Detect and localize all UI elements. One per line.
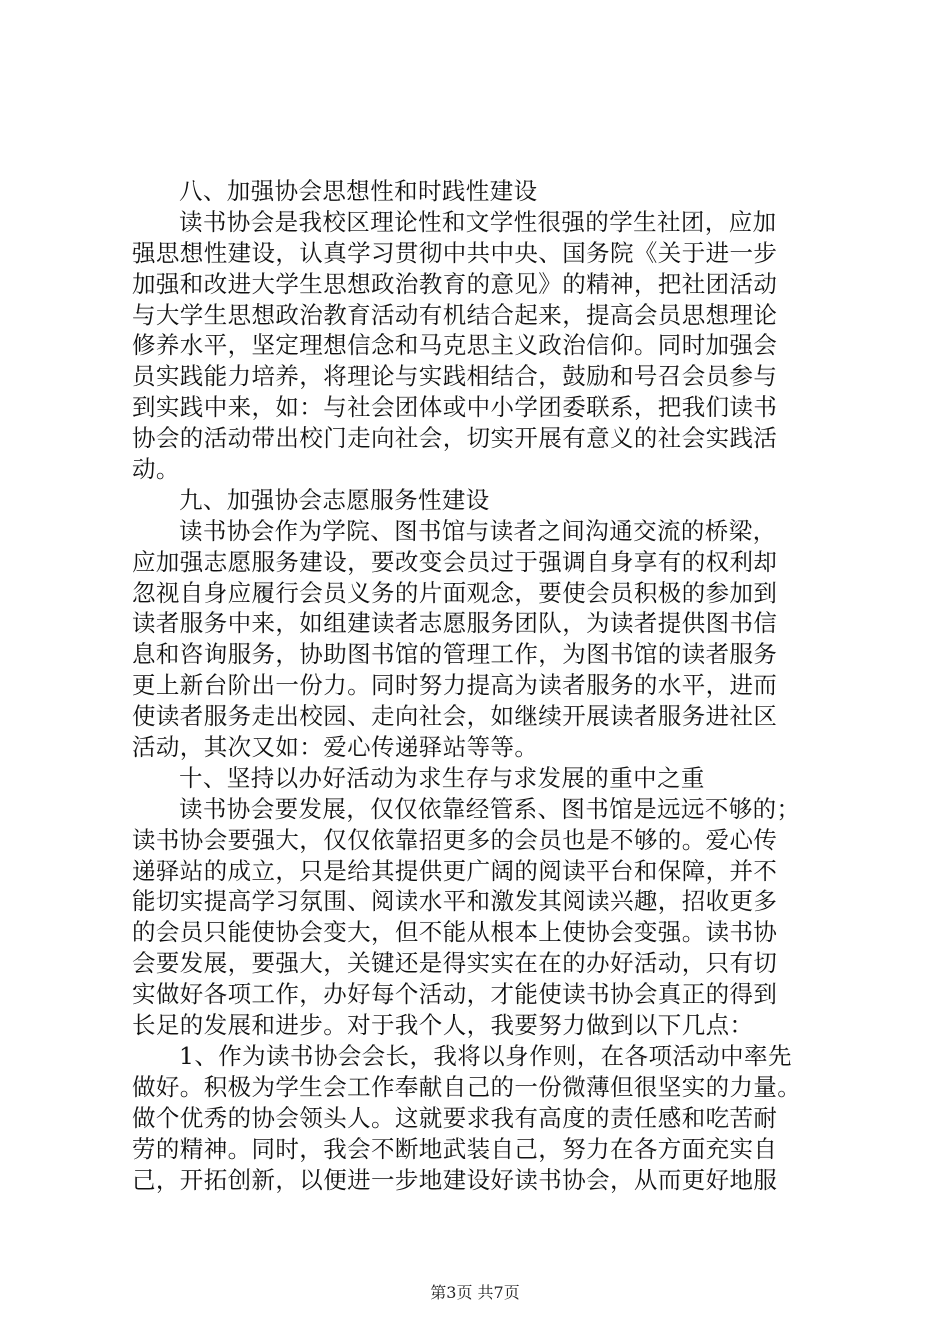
text-line: 己，开拓创新，以便进一步地建设好读书协会，从而更好地服 bbox=[132, 1165, 778, 1194]
text-line: 协会的活动带出校门走向社会，切实开展有意义的社会实践活 bbox=[132, 424, 778, 453]
text-line: 使读者服务走出校园、走向社会，如继续开展读者服务进社区 bbox=[132, 702, 778, 731]
text-line: 读书协会作为学院、图书馆与读者之间沟通交流的桥梁， bbox=[179, 516, 777, 545]
text-line: 做好。积极为学生会工作奉献自己的一份微薄但很坚实的力量。 bbox=[132, 1072, 802, 1101]
text-line: 应加强志愿服务建设，要改变会员过于强调自身享有的权利却 bbox=[132, 547, 778, 576]
text-line: 员实践能力培养，将理论与实践相结合，鼓励和号召会员参与 bbox=[132, 362, 778, 391]
page-footer: 第3页 共7页 bbox=[430, 1283, 520, 1302]
document-body bbox=[132, 176, 832, 1195]
text-line: 到实践中来，如：与社会团体或中小学团委联系，把我们读书 bbox=[132, 393, 778, 422]
text-line: 会要发展，要强大，关键还是得实实在在的办好活动，只有切 bbox=[132, 949, 778, 978]
text-line: 息和咨询服务，协助图书馆的管理工作，为图书馆的读者服务 bbox=[132, 640, 778, 669]
text-line: 实做好各项工作，办好每个活动，才能使读书协会真正的得到 bbox=[132, 980, 778, 1009]
text-line: 加强和改进大学生思想政治教育的意见》的精神，把社团活动 bbox=[132, 269, 778, 298]
text-line: 强思想性建设，认真学习贯彻中共中央、国务院《关于进一步 bbox=[132, 238, 778, 267]
text-line: 九、加强协会志愿服务性建设 bbox=[179, 485, 490, 514]
text-line: 与大学生思想政治教育活动有机结合起来，提高会员思想理论 bbox=[132, 300, 778, 329]
text-line: 更上新台阶出一份力。同时努力提高为读者服务的水平，进而 bbox=[132, 671, 778, 700]
text-line: 读书协会是我校区理论性和文学性很强的学生社团，应加 bbox=[179, 207, 777, 236]
text-line: 动。 bbox=[132, 455, 180, 484]
text-line: 八、加强协会思想性和时践性建设 bbox=[179, 177, 538, 205]
text-line: 做个优秀的协会领头人。这就要求我有高度的责任感和吃苦耐 bbox=[132, 1103, 778, 1132]
text-line: 的会员只能使协会变大，但不能从根本上使协会变强。读书协 bbox=[132, 918, 778, 947]
text-line: 递驿站的成立，只是给其提供更广阔的阅读平台和保障，并不 bbox=[132, 856, 778, 885]
text-line: 长足的发展和进步。对于我个人，我要努力做到以下几点： bbox=[132, 1011, 754, 1040]
text-line: 十、坚持以办好活动为求生存与求发展的重中之重 bbox=[179, 763, 705, 792]
text-line: 读者服务中来，如组建读者志愿服务团队，为读者提供图书信 bbox=[132, 609, 778, 638]
text-line: 劳的精神。同时，我会不断地武装自己，努力在各方面充实自 bbox=[132, 1134, 778, 1163]
text-line: 活动，其次又如：爱心传递驿站等等。 bbox=[132, 733, 539, 762]
text-line: 读书协会要发展，仅仅依靠经管系、图书馆是远远不够的； bbox=[179, 794, 801, 823]
text-line: 能切实提高学习氛围、阅读水平和激发其阅读兴趣，招收更多 bbox=[132, 887, 778, 916]
text-line: 读书协会要强大，仅仅依靠招更多的会员也是不够的。爱心传 bbox=[132, 825, 778, 854]
text-line: 1、作为读书协会会长，我将以身作则，在各项活动中率先 bbox=[179, 1041, 792, 1070]
text-line: 忽视自身应履行会员义务的片面观念，要使会员积极的参加到 bbox=[132, 578, 778, 607]
text-line: 修养水平，坚定理想信念和马克思主义政治信仰。同时加强会 bbox=[132, 331, 778, 360]
